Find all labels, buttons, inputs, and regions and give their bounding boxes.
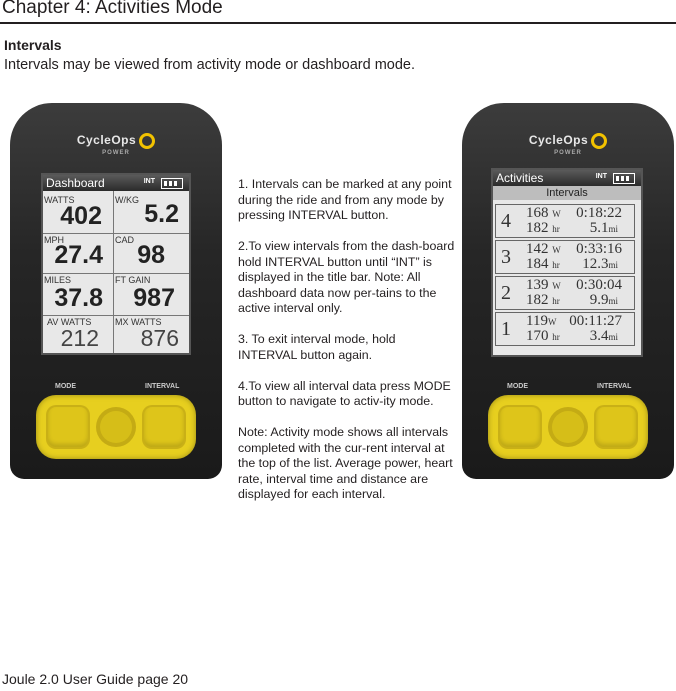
interval-button[interactable] — [596, 407, 636, 447]
metric-cad: CAD 98 — [115, 235, 165, 269]
interval-row[interactable]: 3 142 W 184 hr 0:33:16 12.3mi — [495, 240, 635, 274]
title-divider — [0, 22, 676, 24]
activities-title: Activities — [496, 171, 544, 185]
instruction-step: 1. Intervals can be marked at any point during the ride and from any mode by pressing INTERVAL button. — [238, 177, 452, 222]
logo-ring-icon — [139, 133, 155, 149]
section-heading: Intervals — [4, 37, 62, 53]
interval-button[interactable] — [144, 407, 184, 447]
int-indicator: INT — [595, 173, 607, 180]
metric-mx-watts: MX WATTS 876 — [115, 317, 179, 351]
mode-button[interactable] — [500, 407, 540, 447]
instruction-step: 4.To view all interval data press MODE button to navigate to activ-ity mode. — [238, 378, 451, 408]
mode-label: MODE — [55, 383, 76, 390]
interval-row[interactable]: 4 168 W 182 hr 0:18:22 5.1mi — [495, 204, 635, 238]
center-button[interactable] — [552, 411, 584, 443]
mode-label: MODE — [507, 383, 528, 390]
activities-screen — [491, 168, 643, 357]
chapter-title: Chapter 4: Activities Mode — [2, 0, 223, 18]
battery-icon — [613, 173, 635, 184]
grid-divider — [113, 191, 114, 353]
instructions-text — [238, 177, 456, 518]
instruction-step: 3. To exit interval mode, hold INTERVAL button again. — [238, 332, 396, 362]
int-indicator: INT — [143, 178, 155, 185]
interval-label: INTERVAL — [597, 383, 632, 390]
metric-miles: MILES 37.8 — [44, 275, 103, 312]
metric-wkg: W/KG 5.2 — [115, 195, 179, 228]
mode-button[interactable] — [48, 407, 88, 447]
interval-label: INTERVAL — [145, 383, 180, 390]
instruction-step: 2.To view intervals from the dash-board hold INTERVAL button until “INT” is displayed in the title bar. Note: All dashboard data now per-tains to the active interval only. — [238, 239, 455, 315]
cycleops-logo: CycleOps POWER — [10, 133, 222, 156]
metric-av-watts: AV WATTS 212 — [47, 317, 99, 351]
grid-divider — [43, 315, 189, 316]
activities-device — [462, 103, 674, 479]
page-footer: Joule 2.0 User Guide page 20 — [2, 671, 189, 687]
dashboard-device — [10, 103, 222, 479]
dashboard-screen — [41, 173, 191, 355]
dashboard-title-bar — [43, 175, 189, 191]
intervals-header: Intervals — [493, 186, 641, 200]
interval-row[interactable]: 1 119W 170 hr 00:11:27 3.4mi — [495, 312, 635, 346]
button-pad — [36, 395, 196, 459]
dashboard-title: Dashboard — [46, 176, 105, 190]
cycleops-logo: CycleOps POWER — [462, 133, 674, 156]
logo-ring-icon — [591, 133, 607, 149]
grid-divider — [43, 273, 189, 274]
interval-row[interactable]: 2 139 W 182 hr 0:30:04 9.9mi — [495, 276, 635, 310]
button-pad — [488, 395, 648, 459]
metric-mph: MPH 27.4 — [44, 235, 103, 269]
instruction-note: Note: Activity mode shows all intervals completed with the cur-rent interval at the top of the list. Average power, heart rate, interval time and distance are displayed for each interval. — [238, 425, 453, 501]
grid-divider — [43, 233, 189, 234]
battery-icon — [161, 178, 183, 189]
section-intro: Intervals may be viewed from activity mode or dashboard mode. — [4, 57, 416, 73]
activities-title-bar — [493, 170, 641, 186]
center-button[interactable] — [100, 411, 132, 443]
metric-watts: WATTS 402 — [44, 195, 102, 230]
metric-ft-gain: FT GAIN 987 — [115, 275, 175, 312]
